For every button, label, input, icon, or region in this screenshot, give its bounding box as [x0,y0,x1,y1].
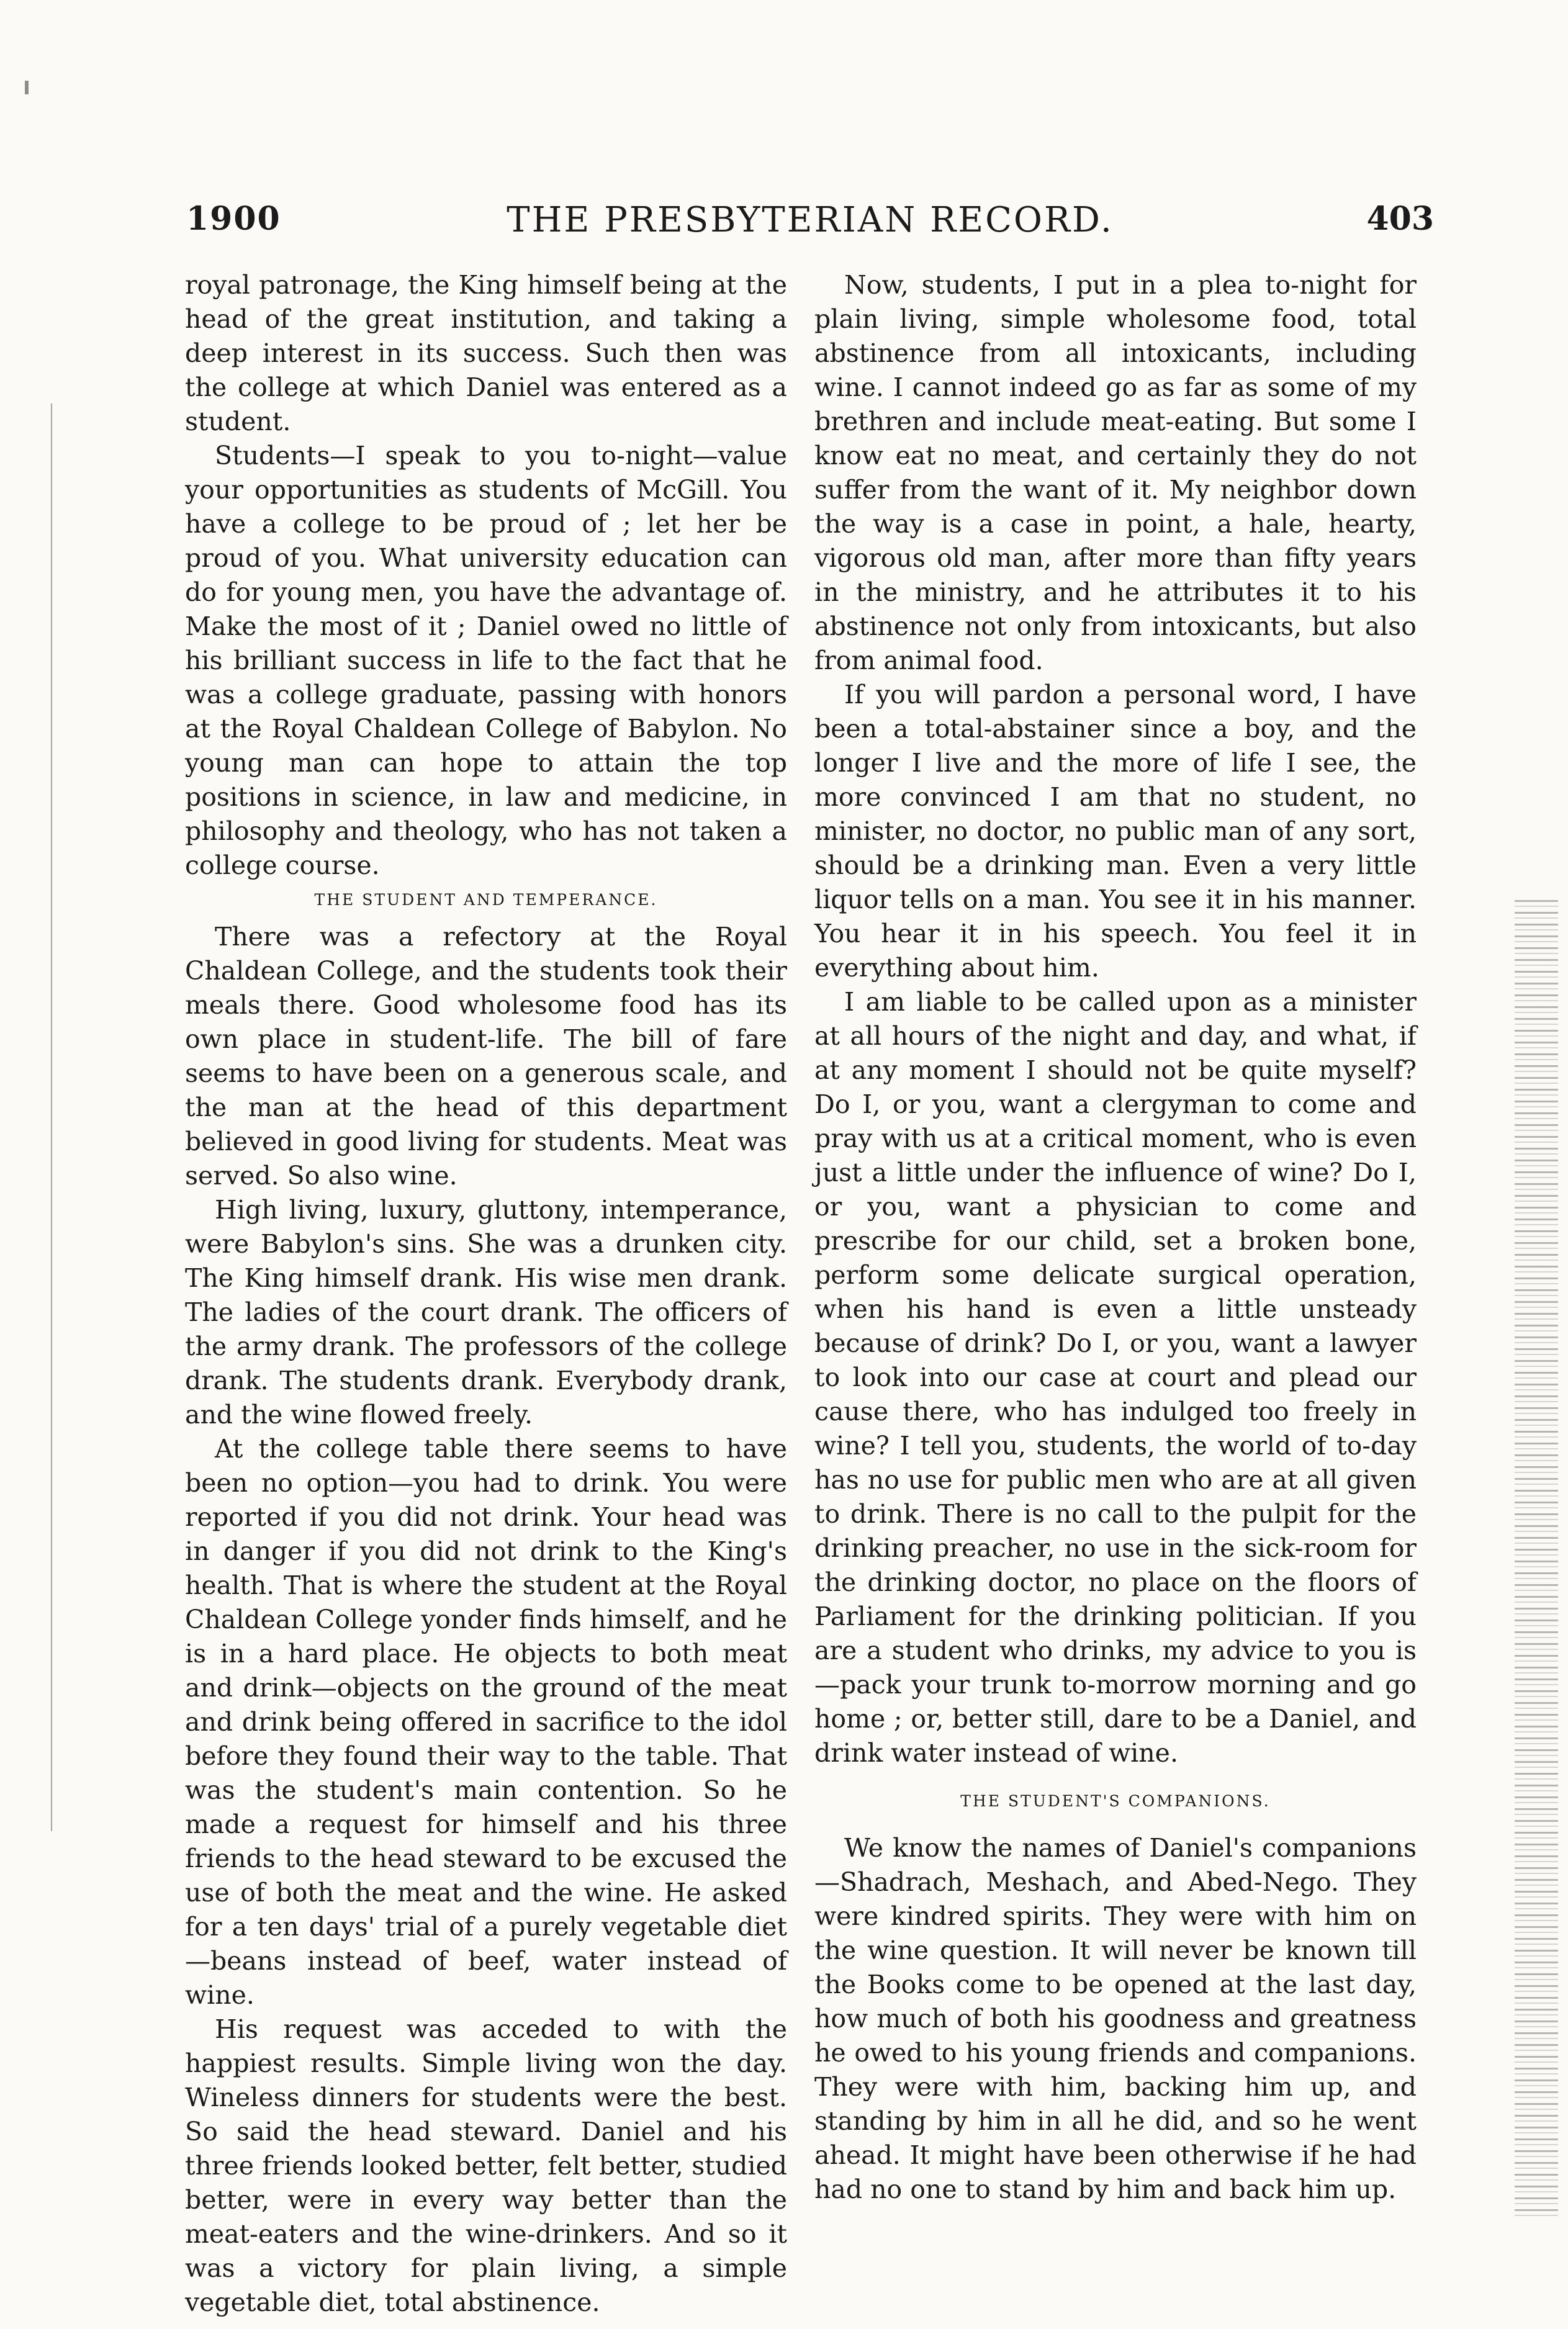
left-paragraph-5: At the college table there seems to have been no option—you had to drink. You were reported if you did not drink. Your head was in danger if you did not drink to the King's health. That is where the student at the Royal Chaldean College yonder finds himself, and he is in a hard place. He objects to both meat and drink—objects on the ground of the meat and drink being offered in sacrifice to the idol before they found their way to the table. That was the student's main contention. So he made a request for himself and his three friends to the head steward to be excused the use of both the meat and the wine. He asked for a ten days' trial of a purely vegetable diet—beans instead of beef, water instead of wine. [185,1434,787,2010]
right-column [814,268,1417,2207]
left-paragraph-3: There was a refectory at the Royal Chaldean College, and the students took their meals there. Good wholesome food has its own place in student-life. The bill of fare seems to have been on a generous scale, and the man at the head of this department believed in good living for students. Meat was served. So also wine. [185,922,787,1191]
page-header [186,200,1434,256]
left-paragraph-6: His request was acceded to with the happiest results. Simple living won the day. Wineless dinners for students were the best. So said the head steward. Daniel and his three friends looked better, felt better, studied better, were in every way better than the meat-eaters and the wine-drinkers. And so it was a victory for plain living, a simple vegetable diet, total abstinence. [185,2014,787,2317]
header-title: THE PRESBYTERIAN RECORD. [507,200,1114,240]
right-paragraph-3: I am liable to be called upon as a minister at all hours of the night and day, and what, if at any moment I should not be quite myself? Do I, or you, want a clergyman to come and pray with us at a critical moment, who is even just a little under the influence of wine? Do I, or you, want a physician to come and prescribe for our child, set a broken bone, perform some delicate surgical operation, when his hand is even a little unsteady because of drink? Do I, or you, want a lawyer to look into our case at court and plead our cause there, who has indulged too freely in wine? I tell you, students, the world of to-day has no use for public men who are at all given to drink. There is no call to the pulpit for the drinking preacher, no use in the sick-room for the drinking doctor, no place on the floors of Parliament for the drinking politician. If you are a student who drinks, my advice to you is—pack your trunk to-morrow morning and go home ; or, better still, dare to be a Daniel, and drink water instead of wine. [814,987,1417,1768]
header-page-number: 403 [1366,200,1434,238]
left-column [185,268,787,2320]
section-heading-companions: THE STUDENT'S COMPANIONS. [960,1792,1271,1810]
right-edge-scan-noise [1515,900,1558,2216]
left-paragraph-4: High living, luxury, gluttony, intemperance, were Babylon's sins. She was a drunken city. The King himself drank. His wise men drank. The ladies of the court drank. The officers of the army drank. The professors of the college drank. The students drank. Everybody drank, and the wine flowed freely. [185,1195,787,1430]
right-paragraph-2: If you will pardon a personal word, I have been a total-abstainer since a boy, and the longer I live and the more of life I see, the more convinced I am that no student, no minister, no doctor, no public man of any sort, should be a drinking man. Even a very little liquor tells on a man. You see it in his manner. You hear it in his speech. You feel it in everything about him. [814,680,1417,983]
section-heading-temperance: THE STUDENT AND TEMPERANCE. [314,891,658,909]
margin-speck [25,81,29,94]
right-paragraph-1: Now, students, I put in a plea to-night for plain living, simple wholesome food, total abstinence from all intoxicants, including wine. I cannot indeed go as far as some of my brethren and include meat-eating. But some I know eat no meat, and certainly they do not suffer from the want of it. My neighbor down the way is a case in point, a hale, hearty, vigorous old man, after more than fifty years in the ministry, and he attributes it to his abstinence not only from intoxicants, but also from animal food. [814,270,1417,675]
right-paragraph-4: We know the names of Daniel's companions —Shadrach, Meshach, and Abed-Nego. They were kindred spirits. They were with him on the wine question. It will never be known till the Books come to be opened at the last day, how much of both his goodness and greatness he owed to his young friends and companions. They were with him, backing him up, and standing by him in all he did, and so he went ahead. It might have been otherwise if he had had no one to stand by him and back him up. [814,1833,1417,2204]
left-margin-mark [51,403,55,1831]
header-year: 1900 [186,200,281,238]
left-paragraph-1: royal patronage, the King himself being at the head of the great institution, and taking a deep interest in its success. Such then was the college at which Daniel was entered as a student. [185,270,787,436]
left-paragraph-2: Students—I speak to you to-night—value your opportunities as students of McGill. You have a college to be proud of ; let her be proud of you. What university education can do for young men, you have the advantage of. Make the most of it ; Daniel owed no little of his brilliant success in life to the fact that he was a college graduate, passing with honors at the Royal Chaldean College of Babylon. No young man can hope to attain the top positions in science, in law and medicine, in philosophy and theology, who has not taken a college course. [185,441,787,880]
